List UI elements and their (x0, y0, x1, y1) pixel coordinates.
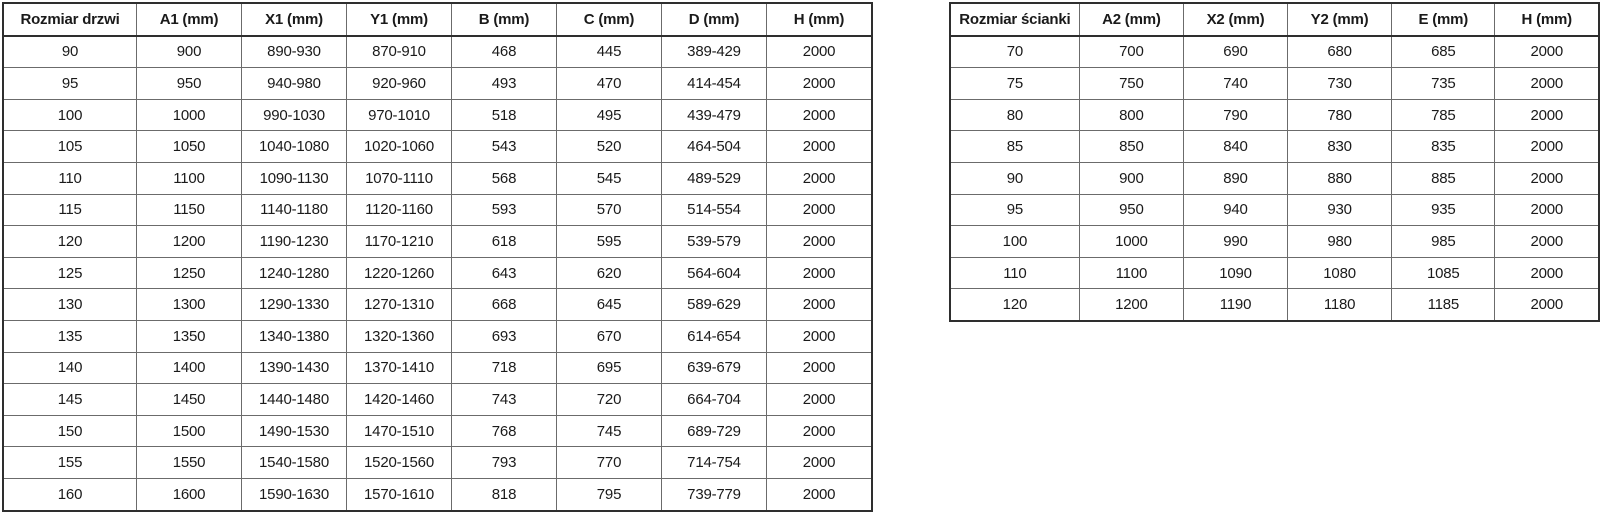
table-cell: 518 (452, 99, 557, 131)
table-cell: 643 (452, 257, 557, 289)
table-row (950, 68, 1599, 100)
table-cell: 800 (1079, 99, 1183, 131)
table-row (950, 131, 1599, 163)
table-cell: 1420-1460 (347, 384, 452, 416)
table-cell: 693 (452, 320, 557, 352)
header-row (950, 3, 1599, 36)
column-header: H (mm) (1495, 3, 1599, 36)
table-cell: 1350 (137, 320, 242, 352)
table-cell: 1570-1610 (347, 478, 452, 510)
table-cell: 1085 (1392, 257, 1495, 289)
table-cell: 920-960 (347, 68, 452, 100)
table-cell: 1600 (137, 478, 242, 510)
column-header: C (mm) (557, 3, 662, 36)
table-cell: 1390-1430 (242, 352, 347, 384)
table-cell: 818 (452, 478, 557, 510)
table-cell: 389-429 (662, 36, 767, 68)
table-cell: 155 (3, 447, 137, 479)
table-cell: 1040-1080 (242, 131, 347, 163)
table-cell: 1190 (1183, 289, 1287, 321)
column-header: Y1 (mm) (347, 3, 452, 36)
table-cell: 793 (452, 447, 557, 479)
table-cell: 489-529 (662, 162, 767, 194)
table-cell: 564-604 (662, 257, 767, 289)
table-cell: 970-1010 (347, 99, 452, 131)
table-cell: 1440-1480 (242, 384, 347, 416)
table-cell: 2000 (1495, 99, 1599, 131)
table-cell: 700 (1079, 36, 1183, 68)
table-cell: 785 (1392, 99, 1495, 131)
table-cell: 135 (3, 320, 137, 352)
table-row (3, 289, 872, 321)
table-cell: 1200 (1079, 289, 1183, 321)
table-row (950, 36, 1599, 68)
table-cell: 150 (3, 415, 137, 447)
table-row (3, 131, 872, 163)
table-cell: 664-704 (662, 384, 767, 416)
table-cell: 718 (452, 352, 557, 384)
table-cell: 2000 (767, 162, 873, 194)
table-cell: 745 (557, 415, 662, 447)
table-cell: 840 (1183, 131, 1287, 163)
table-cell: 835 (1392, 131, 1495, 163)
table-cell: 543 (452, 131, 557, 163)
table-cell: 120 (3, 226, 137, 258)
table-cell: 1090-1130 (242, 162, 347, 194)
table-cell: 95 (3, 68, 137, 100)
table-cell: 1190-1230 (242, 226, 347, 258)
table-cell: 140 (3, 352, 137, 384)
column-header: E (mm) (1392, 3, 1495, 36)
table-cell: 950 (1079, 194, 1183, 226)
table-cell: 2000 (767, 478, 873, 510)
table-cell: 680 (1288, 36, 1392, 68)
table-cell: 2000 (1495, 131, 1599, 163)
table-row (950, 162, 1599, 194)
table-cell: 2000 (767, 352, 873, 384)
table-cell: 695 (557, 352, 662, 384)
table-row (3, 447, 872, 479)
table-row (950, 289, 1599, 321)
table-cell: 120 (950, 289, 1079, 321)
table-cell: 890 (1183, 162, 1287, 194)
table-cell: 768 (452, 415, 557, 447)
table-cell: 885 (1392, 162, 1495, 194)
table-cell: 1090 (1183, 257, 1287, 289)
table-cell: 95 (950, 194, 1079, 226)
table-cell: 890-930 (242, 36, 347, 68)
table-row (3, 320, 872, 352)
table-cell: 790 (1183, 99, 1287, 131)
table-cell: 539-579 (662, 226, 767, 258)
table-cell: 445 (557, 36, 662, 68)
table-cell: 690 (1183, 36, 1287, 68)
table-cell: 1070-1110 (347, 162, 452, 194)
table-cell: 2000 (1495, 289, 1599, 321)
table-row (3, 162, 872, 194)
table-cell: 1080 (1288, 257, 1392, 289)
table-cell: 935 (1392, 194, 1495, 226)
header-row (3, 3, 872, 36)
table-cell: 1185 (1392, 289, 1495, 321)
table-cell: 2000 (767, 226, 873, 258)
table-cell: 1400 (137, 352, 242, 384)
table-cell: 2000 (1495, 68, 1599, 100)
table-row (950, 257, 1599, 289)
table-cell: 1270-1310 (347, 289, 452, 321)
table-row (3, 68, 872, 100)
table-cell: 414-454 (662, 68, 767, 100)
table-cell: 1450 (137, 384, 242, 416)
table-cell: 714-754 (662, 447, 767, 479)
table-cell: 595 (557, 226, 662, 258)
table-cell: 1500 (137, 415, 242, 447)
table-cell: 618 (452, 226, 557, 258)
table-cell: 2000 (767, 384, 873, 416)
column-header: Rozmiar drzwi (3, 3, 137, 36)
table-cell: 614-654 (662, 320, 767, 352)
column-header: B (mm) (452, 3, 557, 36)
table-cell: 880 (1288, 162, 1392, 194)
table-cell: 1100 (1079, 257, 1183, 289)
column-header: D (mm) (662, 3, 767, 36)
column-header: Y2 (mm) (1288, 3, 1392, 36)
table-cell: 2000 (767, 36, 873, 68)
table-cell: 1520-1560 (347, 447, 452, 479)
column-header: A2 (mm) (1079, 3, 1183, 36)
column-header: A1 (mm) (137, 3, 242, 36)
table-cell: 1320-1360 (347, 320, 452, 352)
table-cell: 70 (950, 36, 1079, 68)
table-cell: 2000 (1495, 194, 1599, 226)
table-cell: 1540-1580 (242, 447, 347, 479)
table-cell: 1000 (1079, 226, 1183, 258)
table-row (950, 99, 1599, 131)
table-cell: 1290-1330 (242, 289, 347, 321)
table-cell: 750 (1079, 68, 1183, 100)
table-cell: 739-779 (662, 478, 767, 510)
table-cell: 689-729 (662, 415, 767, 447)
table-cell: 568 (452, 162, 557, 194)
table-cell: 668 (452, 289, 557, 321)
table-cell: 85 (950, 131, 1079, 163)
table-cell: 545 (557, 162, 662, 194)
table-row (950, 194, 1599, 226)
table-cell: 1000 (137, 99, 242, 131)
table-cell: 930 (1288, 194, 1392, 226)
table-cell: 1550 (137, 447, 242, 479)
table-cell: 2000 (767, 415, 873, 447)
table-cell: 1300 (137, 289, 242, 321)
table-cell: 830 (1288, 131, 1392, 163)
table-cell: 100 (950, 226, 1079, 258)
table-cell: 2000 (1495, 162, 1599, 194)
table-cell: 2000 (767, 68, 873, 100)
table-cell: 720 (557, 384, 662, 416)
table-cell: 735 (1392, 68, 1495, 100)
table-cell: 900 (1079, 162, 1183, 194)
table-cell: 770 (557, 447, 662, 479)
table-cell: 90 (3, 36, 137, 68)
table-row (3, 99, 872, 131)
table-cell: 850 (1079, 131, 1183, 163)
table-cell: 2000 (767, 257, 873, 289)
table-cell: 990-1030 (242, 99, 347, 131)
table-row (3, 226, 872, 258)
table-cell: 1140-1180 (242, 194, 347, 226)
table-cell: 1240-1280 (242, 257, 347, 289)
table-cell: 145 (3, 384, 137, 416)
table-cell: 493 (452, 68, 557, 100)
table-cell: 1170-1210 (347, 226, 452, 258)
table-cell: 130 (3, 289, 137, 321)
table-cell: 468 (452, 36, 557, 68)
table-cell: 985 (1392, 226, 1495, 258)
table-cell: 2000 (767, 99, 873, 131)
table-cell: 100 (3, 99, 137, 131)
table-cell: 1180 (1288, 289, 1392, 321)
table-cell: 1050 (137, 131, 242, 163)
table-cell: 1220-1260 (347, 257, 452, 289)
table-cell: 589-629 (662, 289, 767, 321)
table-cell: 2000 (1495, 226, 1599, 258)
table-cell: 464-504 (662, 131, 767, 163)
table-cell: 2000 (767, 320, 873, 352)
table-cell: 2000 (767, 289, 873, 321)
table-cell: 870-910 (347, 36, 452, 68)
table-cell: 2000 (767, 194, 873, 226)
table-cell: 514-554 (662, 194, 767, 226)
column-header: X2 (mm) (1183, 3, 1287, 36)
table-row (3, 194, 872, 226)
table-cell: 110 (950, 257, 1079, 289)
table-cell: 1340-1380 (242, 320, 347, 352)
table-cell: 593 (452, 194, 557, 226)
table-cell: 730 (1288, 68, 1392, 100)
table-cell: 1120-1160 (347, 194, 452, 226)
table-cell: 105 (3, 131, 137, 163)
door-size-table (2, 2, 873, 512)
table-cell: 740 (1183, 68, 1287, 100)
wall-size-table (949, 2, 1600, 322)
table-cell: 950 (137, 68, 242, 100)
table-cell: 2000 (767, 447, 873, 479)
table-cell: 439-479 (662, 99, 767, 131)
table-row (3, 478, 872, 510)
table-row (3, 257, 872, 289)
table-row (3, 415, 872, 447)
table-cell: 2000 (1495, 36, 1599, 68)
table-row (3, 352, 872, 384)
table-cell: 1470-1510 (347, 415, 452, 447)
table-cell: 2000 (1495, 257, 1599, 289)
table-row (950, 226, 1599, 258)
table-cell: 980 (1288, 226, 1392, 258)
table-cell: 670 (557, 320, 662, 352)
table-cell: 645 (557, 289, 662, 321)
table-cell: 1020-1060 (347, 131, 452, 163)
table-cell: 639-679 (662, 352, 767, 384)
table-cell: 1100 (137, 162, 242, 194)
table-cell: 780 (1288, 99, 1392, 131)
table-cell: 115 (3, 194, 137, 226)
table-cell: 685 (1392, 36, 1495, 68)
table-cell: 1370-1410 (347, 352, 452, 384)
table-cell: 570 (557, 194, 662, 226)
table-cell: 125 (3, 257, 137, 289)
table-cell: 1200 (137, 226, 242, 258)
column-header: X1 (mm) (242, 3, 347, 36)
table-cell: 2000 (767, 131, 873, 163)
table-cell: 795 (557, 478, 662, 510)
table-row (3, 36, 872, 68)
table-cell: 470 (557, 68, 662, 100)
column-header: H (mm) (767, 3, 873, 36)
table-cell: 90 (950, 162, 1079, 194)
table-cell: 160 (3, 478, 137, 510)
table-cell: 990 (1183, 226, 1287, 258)
table-cell: 110 (3, 162, 137, 194)
table-cell: 75 (950, 68, 1079, 100)
table-cell: 1490-1530 (242, 415, 347, 447)
table-cell: 1250 (137, 257, 242, 289)
table-cell: 1590-1630 (242, 478, 347, 510)
table-cell: 900 (137, 36, 242, 68)
table-cell: 80 (950, 99, 1079, 131)
table-cell: 1150 (137, 194, 242, 226)
table-cell: 620 (557, 257, 662, 289)
table-cell: 940-980 (242, 68, 347, 100)
table-cell: 495 (557, 99, 662, 131)
table-cell: 743 (452, 384, 557, 416)
table-cell: 520 (557, 131, 662, 163)
table-row (3, 384, 872, 416)
table-cell: 940 (1183, 194, 1287, 226)
column-header: Rozmiar ścianki (950, 3, 1079, 36)
